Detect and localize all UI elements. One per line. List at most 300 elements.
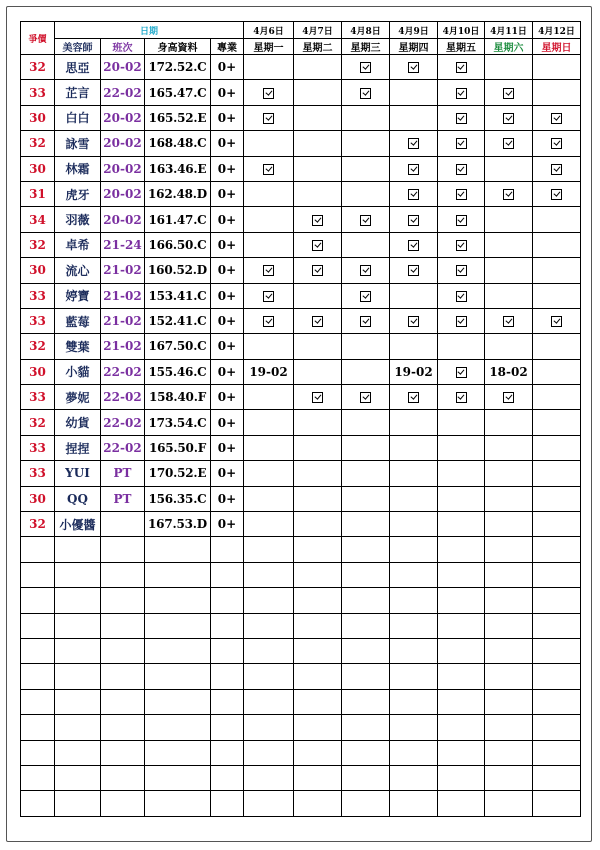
price-cell: 33 bbox=[21, 308, 55, 333]
day-cell bbox=[244, 55, 294, 80]
name-cell: 流心 bbox=[55, 258, 101, 283]
day-cell bbox=[342, 181, 390, 206]
day-cell bbox=[244, 283, 294, 308]
class-cell: 20-02 bbox=[101, 55, 145, 80]
day-cell bbox=[485, 131, 533, 156]
day-cell bbox=[294, 105, 342, 130]
day-cell bbox=[485, 80, 533, 105]
checkbox-checked-icon bbox=[263, 265, 274, 276]
class-column-header: 班次 bbox=[101, 39, 145, 55]
empty-cell bbox=[145, 740, 211, 765]
day-cell bbox=[533, 385, 581, 410]
day-cell bbox=[438, 410, 485, 435]
empty-cell bbox=[294, 638, 342, 663]
checkbox-checked-icon bbox=[456, 113, 467, 124]
empty-cell bbox=[390, 791, 438, 816]
day-cell bbox=[438, 80, 485, 105]
weekday-header-sunday: 星期日 bbox=[533, 39, 581, 55]
spec-cell: 0+ bbox=[211, 258, 244, 283]
empty-cell bbox=[390, 765, 438, 790]
table-row bbox=[21, 334, 581, 359]
empty-cell bbox=[294, 613, 342, 638]
empty-cell bbox=[55, 664, 101, 689]
price-cell: 32 bbox=[21, 232, 55, 257]
height-column-header: 身高資料 bbox=[145, 39, 211, 55]
price-cell: 34 bbox=[21, 207, 55, 232]
price-cell: 33 bbox=[21, 80, 55, 105]
spec-cell: 0+ bbox=[211, 385, 244, 410]
checkbox-checked-icon bbox=[408, 189, 419, 200]
empty-cell bbox=[55, 715, 101, 740]
empty-cell bbox=[244, 715, 294, 740]
empty-cell bbox=[533, 715, 581, 740]
date-header: 4月8日 bbox=[342, 22, 390, 39]
empty-row bbox=[21, 689, 581, 714]
spec-cell: 0+ bbox=[211, 105, 244, 130]
empty-cell bbox=[211, 588, 244, 613]
header-row-columns bbox=[21, 39, 581, 55]
height-cell: 155.46.C bbox=[145, 359, 211, 384]
empty-cell bbox=[485, 562, 533, 587]
day-cell bbox=[533, 461, 581, 486]
empty-cell bbox=[390, 588, 438, 613]
day-cell bbox=[294, 435, 342, 460]
day-cell bbox=[485, 435, 533, 460]
empty-cell bbox=[485, 613, 533, 638]
day-cell bbox=[244, 359, 294, 384]
empty-cell bbox=[294, 664, 342, 689]
day-cell bbox=[485, 486, 533, 511]
day-cell bbox=[390, 308, 438, 333]
weekday-header-saturday: 星期六 bbox=[485, 39, 533, 55]
checkbox-checked-icon bbox=[408, 392, 419, 403]
class-cell: 22-02 bbox=[101, 385, 145, 410]
empty-cell bbox=[438, 664, 485, 689]
checkbox-checked-icon bbox=[456, 215, 467, 226]
empty-cell bbox=[390, 689, 438, 714]
empty-cell bbox=[55, 588, 101, 613]
weekday-header: 星期五 bbox=[438, 39, 485, 55]
checkbox-checked-icon bbox=[456, 240, 467, 251]
day-cell bbox=[485, 308, 533, 333]
table-row bbox=[21, 359, 581, 384]
day-cell bbox=[485, 461, 533, 486]
empty-cell bbox=[145, 562, 211, 587]
empty-cell bbox=[21, 537, 55, 562]
class-cell: 21-02 bbox=[101, 334, 145, 359]
checkbox-checked-icon bbox=[312, 240, 323, 251]
day-cell bbox=[485, 410, 533, 435]
empty-cell bbox=[485, 740, 533, 765]
day-cell bbox=[294, 156, 342, 181]
day-cell bbox=[485, 105, 533, 130]
class-cell: 20-02 bbox=[101, 156, 145, 181]
empty-cell bbox=[342, 638, 390, 663]
spec-cell: 0+ bbox=[211, 512, 244, 537]
day-cell bbox=[342, 435, 390, 460]
day-cell bbox=[342, 232, 390, 257]
empty-cell bbox=[342, 664, 390, 689]
day-cell bbox=[294, 131, 342, 156]
class-cell: PT bbox=[101, 486, 145, 511]
checkbox-checked-icon bbox=[551, 113, 562, 124]
table-row bbox=[21, 283, 581, 308]
spec-cell: 0+ bbox=[211, 207, 244, 232]
checkbox-checked-icon bbox=[503, 113, 514, 124]
empty-row bbox=[21, 715, 581, 740]
table-row bbox=[21, 410, 581, 435]
checkbox-checked-icon bbox=[408, 164, 419, 175]
day-cell bbox=[294, 207, 342, 232]
day-cell bbox=[390, 461, 438, 486]
height-cell: 165.47.C bbox=[145, 80, 211, 105]
price-cell: 32 bbox=[21, 131, 55, 156]
day-cell bbox=[294, 232, 342, 257]
day-cell bbox=[294, 181, 342, 206]
empty-cell bbox=[438, 740, 485, 765]
empty-cell bbox=[55, 765, 101, 790]
day-cell bbox=[342, 283, 390, 308]
height-cell: 173.54.C bbox=[145, 410, 211, 435]
day-cell bbox=[438, 181, 485, 206]
day-cell bbox=[294, 55, 342, 80]
empty-cell bbox=[533, 791, 581, 816]
checkbox-checked-icon bbox=[263, 113, 274, 124]
empty-cell bbox=[294, 765, 342, 790]
checkbox-checked-icon bbox=[456, 62, 467, 73]
day-cell bbox=[294, 410, 342, 435]
empty-cell bbox=[145, 588, 211, 613]
day-cell bbox=[485, 258, 533, 283]
day-cell bbox=[294, 283, 342, 308]
height-cell: 165.52.E bbox=[145, 105, 211, 130]
height-cell: 170.52.E bbox=[145, 461, 211, 486]
day-cell bbox=[342, 55, 390, 80]
empty-cell bbox=[485, 588, 533, 613]
price-cell: 32 bbox=[21, 334, 55, 359]
checkbox-checked-icon bbox=[551, 189, 562, 200]
empty-cell bbox=[145, 791, 211, 816]
empty-cell bbox=[390, 638, 438, 663]
weekday-header: 星期二 bbox=[294, 39, 342, 55]
empty-cell bbox=[533, 588, 581, 613]
spec-cell: 0+ bbox=[211, 359, 244, 384]
name-cell: 林霜 bbox=[55, 156, 101, 181]
empty-cell bbox=[342, 740, 390, 765]
empty-cell bbox=[533, 765, 581, 790]
schedule-table bbox=[20, 21, 581, 817]
day-cell bbox=[438, 308, 485, 333]
height-cell: 152.41.C bbox=[145, 308, 211, 333]
name-cell: YUI bbox=[55, 461, 101, 486]
height-cell: 158.40.F bbox=[145, 385, 211, 410]
height-cell: 168.48.C bbox=[145, 131, 211, 156]
day-cell bbox=[533, 232, 581, 257]
checkbox-checked-icon bbox=[408, 215, 419, 226]
name-cell: 小貓 bbox=[55, 359, 101, 384]
empty-cell bbox=[101, 588, 145, 613]
weekday-header: 星期一 bbox=[244, 39, 294, 55]
checkbox-checked-icon bbox=[456, 367, 467, 378]
day-cell bbox=[533, 283, 581, 308]
day-cell bbox=[244, 181, 294, 206]
empty-cell bbox=[485, 537, 533, 562]
empty-cell bbox=[485, 791, 533, 816]
day-cell bbox=[390, 385, 438, 410]
empty-cell bbox=[390, 664, 438, 689]
empty-cell bbox=[101, 613, 145, 638]
spec-cell: 0+ bbox=[211, 156, 244, 181]
name-cell: 夢妮 bbox=[55, 385, 101, 410]
price-cell: 30 bbox=[21, 486, 55, 511]
empty-cell bbox=[485, 689, 533, 714]
price-cell: 33 bbox=[21, 385, 55, 410]
spec-cell: 0+ bbox=[211, 334, 244, 359]
name-cell: 卓希 bbox=[55, 232, 101, 257]
checkbox-checked-icon bbox=[263, 164, 274, 175]
price-cell: 32 bbox=[21, 512, 55, 537]
class-cell: PT bbox=[101, 461, 145, 486]
empty-cell bbox=[390, 715, 438, 740]
empty-cell bbox=[145, 537, 211, 562]
empty-cell bbox=[145, 638, 211, 663]
empty-cell bbox=[145, 689, 211, 714]
spec-cell: 0+ bbox=[211, 461, 244, 486]
price-cell: 30 bbox=[21, 105, 55, 130]
empty-cell bbox=[244, 740, 294, 765]
empty-cell bbox=[21, 664, 55, 689]
checkbox-checked-icon bbox=[408, 265, 419, 276]
checkbox-checked-icon bbox=[503, 88, 514, 99]
empty-cell bbox=[342, 791, 390, 816]
day-cell bbox=[244, 308, 294, 333]
name-cell: 捏捏 bbox=[55, 435, 101, 460]
checkbox-checked-icon bbox=[312, 392, 323, 403]
class-cell: 20-02 bbox=[101, 105, 145, 130]
day-cell bbox=[390, 232, 438, 257]
table-row bbox=[21, 512, 581, 537]
name-cell: 羽薇 bbox=[55, 207, 101, 232]
empty-cell bbox=[211, 664, 244, 689]
day-cell bbox=[244, 512, 294, 537]
empty-cell bbox=[101, 740, 145, 765]
day-cell bbox=[244, 258, 294, 283]
spec-cell: 0+ bbox=[211, 486, 244, 511]
empty-row bbox=[21, 613, 581, 638]
checkbox-checked-icon bbox=[408, 316, 419, 327]
empty-cell bbox=[21, 740, 55, 765]
day-cell bbox=[244, 385, 294, 410]
empty-cell bbox=[244, 562, 294, 587]
table-row bbox=[21, 156, 581, 181]
empty-cell bbox=[21, 613, 55, 638]
checkbox-checked-icon bbox=[312, 215, 323, 226]
empty-cell bbox=[342, 765, 390, 790]
empty-cell bbox=[438, 638, 485, 663]
day-cell bbox=[533, 156, 581, 181]
empty-cell bbox=[438, 765, 485, 790]
date-header: 4月7日 bbox=[294, 22, 342, 39]
day-cell bbox=[294, 512, 342, 537]
date-header: 4月12日 bbox=[533, 22, 581, 39]
spec-cell: 0+ bbox=[211, 80, 244, 105]
empty-cell bbox=[485, 638, 533, 663]
date-header: 4月10日 bbox=[438, 22, 485, 39]
day-cell bbox=[438, 334, 485, 359]
checkbox-checked-icon bbox=[360, 291, 371, 302]
empty-cell bbox=[533, 537, 581, 562]
day-cell bbox=[533, 55, 581, 80]
table-row bbox=[21, 435, 581, 460]
day-cell bbox=[485, 385, 533, 410]
empty-cell bbox=[533, 638, 581, 663]
day-cell bbox=[390, 105, 438, 130]
checkbox-checked-icon bbox=[551, 164, 562, 175]
day-cell bbox=[438, 105, 485, 130]
day-cell bbox=[438, 359, 485, 384]
empty-cell bbox=[342, 537, 390, 562]
empty-cell bbox=[145, 613, 211, 638]
empty-cell bbox=[244, 613, 294, 638]
empty-cell bbox=[485, 664, 533, 689]
empty-cell bbox=[211, 791, 244, 816]
day-cell bbox=[342, 512, 390, 537]
empty-cell bbox=[21, 588, 55, 613]
day-cell bbox=[438, 435, 485, 460]
empty-cell bbox=[342, 562, 390, 587]
table-row bbox=[21, 385, 581, 410]
spec-cell: 0+ bbox=[211, 232, 244, 257]
empty-cell bbox=[294, 715, 342, 740]
price-cell: 32 bbox=[21, 410, 55, 435]
empty-cell bbox=[21, 689, 55, 714]
checkbox-checked-icon bbox=[551, 138, 562, 149]
day-cell bbox=[533, 131, 581, 156]
day-cell bbox=[390, 435, 438, 460]
day-cell bbox=[438, 283, 485, 308]
empty-row bbox=[21, 765, 581, 790]
day-cell bbox=[533, 308, 581, 333]
checkbox-checked-icon bbox=[503, 189, 514, 200]
empty-cell bbox=[145, 765, 211, 790]
price-cell: 33 bbox=[21, 435, 55, 460]
empty-cell bbox=[438, 791, 485, 816]
empty-cell bbox=[294, 588, 342, 613]
day-cell bbox=[244, 435, 294, 460]
empty-cell bbox=[294, 689, 342, 714]
table-row bbox=[21, 486, 581, 511]
empty-cell bbox=[244, 638, 294, 663]
checkbox-checked-icon bbox=[456, 138, 467, 149]
day-cell bbox=[342, 359, 390, 384]
empty-cell bbox=[211, 740, 244, 765]
checkbox-checked-icon bbox=[503, 316, 514, 327]
checkbox-checked-icon bbox=[456, 265, 467, 276]
day-cell bbox=[485, 512, 533, 537]
table-row bbox=[21, 207, 581, 232]
day-cell bbox=[294, 308, 342, 333]
table-row bbox=[21, 232, 581, 257]
day-cell bbox=[244, 80, 294, 105]
day-cell bbox=[485, 207, 533, 232]
day-cell bbox=[485, 156, 533, 181]
day-cell bbox=[244, 131, 294, 156]
height-cell: 153.41.C bbox=[145, 283, 211, 308]
empty-row bbox=[21, 664, 581, 689]
empty-row bbox=[21, 791, 581, 816]
empty-cell bbox=[244, 791, 294, 816]
checkbox-checked-icon bbox=[456, 164, 467, 175]
empty-cell bbox=[101, 791, 145, 816]
date-header: 4月11日 bbox=[485, 22, 533, 39]
height-cell: 162.48.D bbox=[145, 181, 211, 206]
day-cell bbox=[342, 461, 390, 486]
checkbox-checked-icon bbox=[456, 392, 467, 403]
height-cell: 166.50.C bbox=[145, 232, 211, 257]
empty-cell bbox=[21, 638, 55, 663]
empty-cell bbox=[390, 613, 438, 638]
empty-cell bbox=[101, 689, 145, 714]
day-cell bbox=[438, 232, 485, 257]
empty-cell bbox=[101, 765, 145, 790]
checkbox-checked-icon bbox=[408, 240, 419, 251]
day-cell bbox=[438, 461, 485, 486]
empty-cell bbox=[211, 638, 244, 663]
empty-cell bbox=[55, 740, 101, 765]
empty-cell bbox=[211, 537, 244, 562]
empty-cell bbox=[55, 562, 101, 587]
empty-cell bbox=[101, 537, 145, 562]
day-cell bbox=[438, 55, 485, 80]
day-cell bbox=[390, 80, 438, 105]
checkbox-checked-icon bbox=[360, 316, 371, 327]
day-cell bbox=[244, 207, 294, 232]
day-cell bbox=[533, 334, 581, 359]
checkbox-checked-icon bbox=[456, 88, 467, 99]
day-cell bbox=[390, 334, 438, 359]
day-cell bbox=[390, 258, 438, 283]
empty-cell bbox=[390, 740, 438, 765]
checkbox-checked-icon bbox=[408, 62, 419, 73]
empty-cell bbox=[438, 613, 485, 638]
day-cell bbox=[390, 207, 438, 232]
class-cell: 22-02 bbox=[101, 359, 145, 384]
class-cell: 20-02 bbox=[101, 207, 145, 232]
day-cell bbox=[533, 410, 581, 435]
price-cell: 30 bbox=[21, 359, 55, 384]
empty-cell bbox=[211, 689, 244, 714]
empty-cell bbox=[533, 562, 581, 587]
day-cell bbox=[390, 359, 438, 384]
spec-cell: 0+ bbox=[211, 283, 244, 308]
day-cell bbox=[342, 156, 390, 181]
checkbox-checked-icon bbox=[456, 189, 467, 200]
day-cell bbox=[390, 55, 438, 80]
empty-cell bbox=[211, 613, 244, 638]
name-cell: 婷寶 bbox=[55, 283, 101, 308]
checkbox-checked-icon bbox=[551, 316, 562, 327]
price-cell: 33 bbox=[21, 283, 55, 308]
name-cell: 幼貨 bbox=[55, 410, 101, 435]
day-cell bbox=[533, 486, 581, 511]
spec-cell: 0+ bbox=[211, 55, 244, 80]
class-cell: 20-02 bbox=[101, 181, 145, 206]
empty-cell bbox=[533, 740, 581, 765]
empty-cell bbox=[342, 613, 390, 638]
empty-cell bbox=[244, 664, 294, 689]
day-cell bbox=[294, 486, 342, 511]
empty-cell bbox=[533, 689, 581, 714]
